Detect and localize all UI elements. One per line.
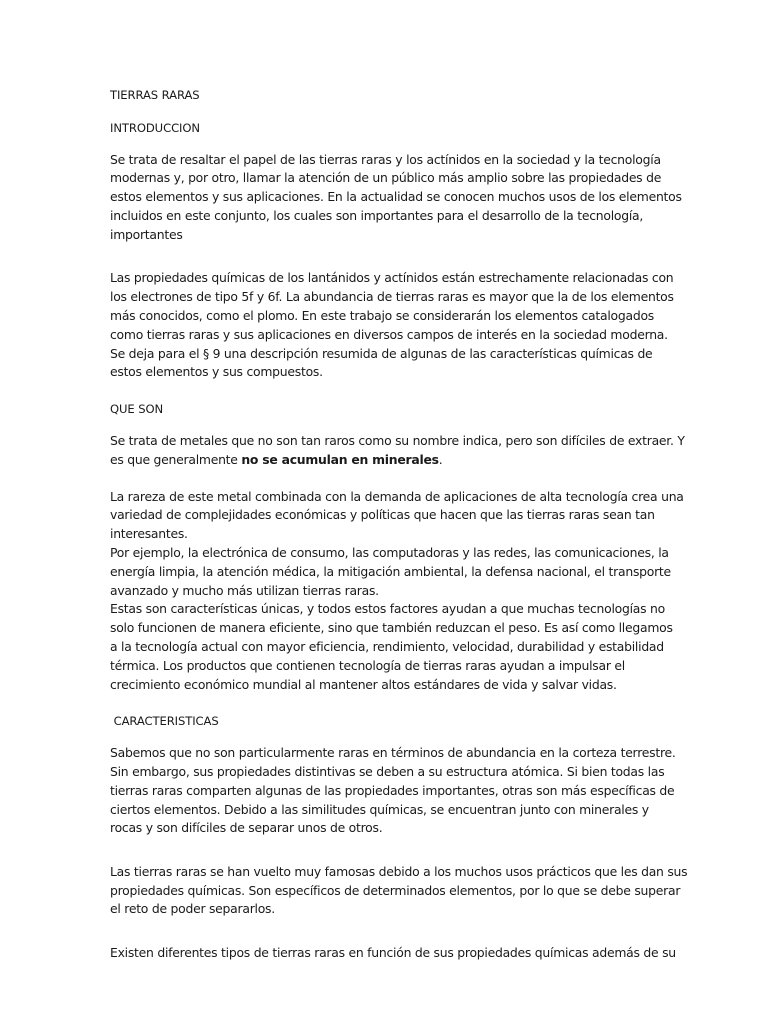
paragraph-intro-2 [110,269,674,382]
text-line: Sin embargo, sus propiedades distintivas se deben a su estructura atómica. Si bien todas las [110,763,665,779]
text-line: interesantes. [110,526,188,542]
text-line: los electrones de tipo 5f y 6f. La abundancia de tierras raras es mayor que la de los elementos [110,289,674,305]
text-line: importantes [110,226,183,242]
text-line: Sabemos que no son particularmente raras en términos de abundancia en la corteza terrestre. [110,745,676,761]
paragraph-intro-1 [110,151,682,245]
text-line: ciertos elementos. Debido a las similitudes químicas, se encuentran junto con minerales y [110,801,649,817]
text-line: estos elementos y sus aplicaciones. En la actualidad se conocen muchos usos de los elementos [110,189,682,205]
text-segment: . [438,451,443,467]
document-title: TIERRAS RARAS [110,88,200,102]
text-line: a la tecnología actual con mayor eficiencia, rendimiento, velocidad, durabilidad y estabilidad [110,638,664,654]
text-line: La rareza de este metal combinada con la demanda de aplicaciones de alta tecnología crea una [110,488,684,504]
paragraph-que-son-2 [110,488,684,695]
document-body [110,86,688,963]
text-line: variedad de complejidades económicas y políticas que hacen que las tierras raras sean tan [110,507,655,523]
text-line: Se trata de resaltar el papel de las tierras raras y los actínidos en la sociedad y la tecnología [110,151,661,167]
text-line: incluidos en este conjunto, los cuales son importantes para el desarrollo de la tecnología, [110,207,644,223]
paragraph-caracteristicas-3 [110,944,676,963]
emphasis-text: no se acumulan en minerales [241,451,439,467]
text-line: crecimiento económico mundial al mantener altos estándares de vida y salvar vidas. [110,676,617,692]
text-line: como tierras raras y sus aplicaciones en diversos campos de interés en la sociedad moderna. [110,326,668,342]
paragraph-caracteristicas-1 [110,744,676,838]
text-line: más conocidos, como el plomo. En este trabajo se considerarán los elementos catalogados [110,307,654,323]
text-line: Existen diferentes tipos de tierras raras en función de sus propiedades químicas además de su [110,945,676,961]
text-line: Por ejemplo, la electrónica de consumo, las computadoras y las redes, las comunicaciones, la [110,544,669,560]
text-line: Las propiedades químicas de los lantánidos y actínidos están estrechamente relacionadas con [110,270,674,286]
text-line: solo funcionen de manera eficiente, sino que también reduzcan el peso. Es así como llegamos [110,620,673,636]
paragraph-caracteristicas-2 [110,863,688,919]
text-line: estos elementos y sus compuestos. [110,364,323,380]
text-line [110,451,670,470]
paragraph-que-son-1 [110,432,685,470]
text-line: térmica. Los productos que contienen tecnología de tierras raras ayudan a impulsar el [110,657,625,673]
heading-introduccion: INTRODUCCION [110,120,200,135]
text-line: avanzado y mucho más utilizan tierras raras. [110,582,379,598]
text-line: propiedades químicas. Son específicos de determinados elementos, por lo que se debe superar [110,882,681,898]
text-line: Se deja para el § 9 una descripción resumida de algunas de las características químicas de [110,345,653,361]
text-line: el reto de poder separarlos. [110,901,275,917]
text-line: tierras raras comparten algunas de las propiedades importantes, otras son más específicas de [110,782,675,798]
text-line: modernas y, por otro, llamar la atención de un público más amplio sobre las propiedades de [110,170,662,186]
text-line: Se trata de metales que no son tan raros como su nombre indica, pero son difíciles de extraer. Y [110,432,685,448]
text-line: energía limpia, la atención médica, la mitigación ambiental, la defensa nacional, el transporte [110,563,671,579]
heading-caracteristicas: CARACTERISTICAS [110,714,219,729]
text-line: rocas y son difíciles de separar unos de otros. [110,820,383,836]
heading-que-son: QUE SON [110,402,164,417]
text-segment: es que generalmente [110,451,242,467]
text-line: Estas son características únicas, y todos estos factores ayudan a que muchas tecnologías no [110,601,665,617]
text-line: Las tierras raras se han vuelto muy famosas debido a los muchos usos prácticos que les dan sus [110,863,688,879]
